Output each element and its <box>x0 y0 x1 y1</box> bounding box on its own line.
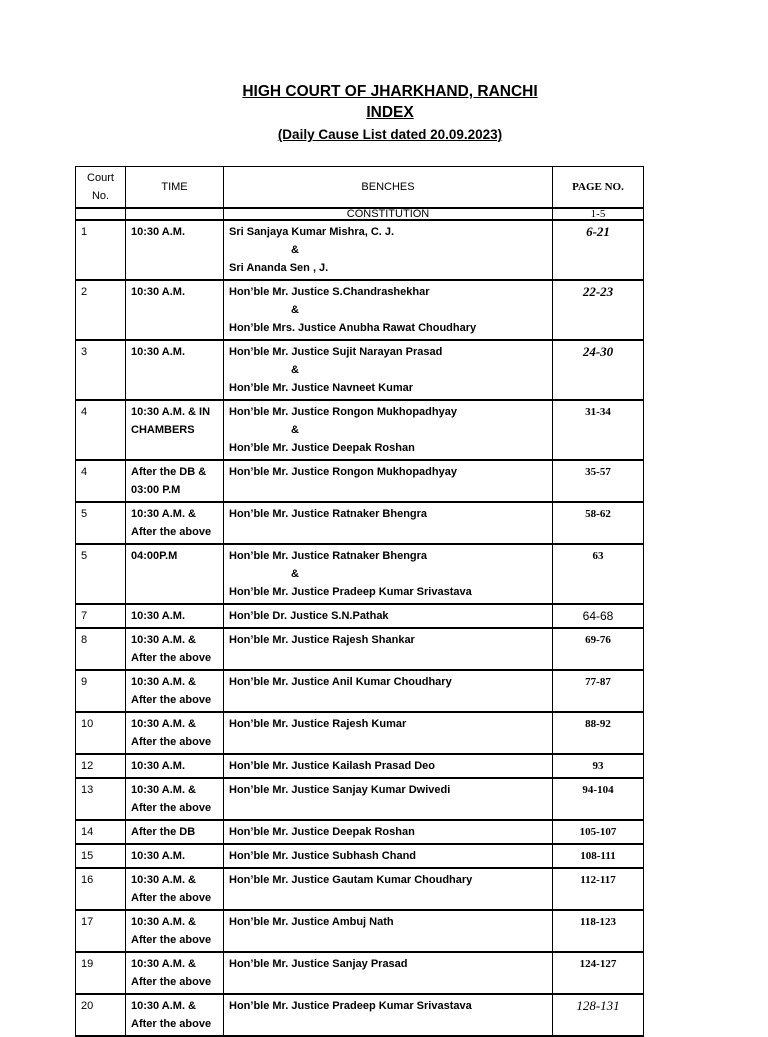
bench-composition <box>224 994 553 1036</box>
bench-composition <box>224 754 553 778</box>
judge-name: Hon’ble Dr. Justice S.N.Pathak <box>229 610 389 622</box>
sitting-time-line: After the above <box>131 892 212 904</box>
table-row <box>76 340 644 400</box>
page-range: 24-30 <box>553 340 644 400</box>
judge-name: Hon’ble Mr. Justice Gautam Kumar Choudhary <box>229 874 473 886</box>
sitting-time-line: After the above <box>131 802 212 814</box>
court-number: 12 <box>76 754 126 778</box>
bench-composition <box>224 340 553 400</box>
sitting-time <box>126 220 224 280</box>
page-range: 128-131 <box>553 994 644 1036</box>
table-row <box>76 502 644 544</box>
constitution-page: 1-5 <box>590 209 606 219</box>
sitting-time <box>126 868 224 910</box>
sitting-time-line: 10:30 A.M. & IN <box>131 406 211 418</box>
sitting-time <box>126 400 224 460</box>
sitting-time-line: After the above <box>131 694 212 706</box>
judge-name: Hon’ble Mr. Justice Anil Kumar Choudhary <box>229 676 452 688</box>
court-number: 15 <box>76 844 126 868</box>
sitting-time-line: 10:30 A.M. <box>131 610 186 622</box>
sitting-time-line: 10:30 A.M. & <box>131 634 197 646</box>
page-range: 31-34 <box>553 400 644 460</box>
column-header-benches: BENCHES <box>224 167 553 209</box>
page-range: 112-117 <box>553 868 644 910</box>
judge-name: Hon’ble Mr. Justice Rongon Mukhopadhyay <box>229 406 457 418</box>
sitting-time <box>126 502 224 544</box>
bench-composition <box>224 604 553 628</box>
column-header-page-no: PAGE NO. <box>553 167 644 209</box>
page-range: 124-127 <box>553 952 644 994</box>
bench-composition <box>224 820 553 844</box>
sitting-time <box>126 340 224 400</box>
table-header-row <box>76 167 644 209</box>
judge-name: Hon’ble Mr. Justice Kailash Prasad Deo <box>229 760 436 772</box>
court-number: 3 <box>76 340 126 400</box>
sitting-time-line: 10:30 A.M. & <box>131 718 197 730</box>
court-number: 16 <box>76 868 126 910</box>
sitting-time-line: After the above <box>131 976 212 988</box>
court-number: 2 <box>76 280 126 340</box>
table-row <box>76 628 644 670</box>
column-header-time: TIME <box>126 167 224 209</box>
court-number: 5 <box>76 502 126 544</box>
sitting-time-line: 10:30 A.M. <box>131 760 186 772</box>
court-number: 14 <box>76 820 126 844</box>
bench-composition <box>224 502 553 544</box>
page-range: 108-111 <box>553 844 644 868</box>
document-header <box>0 82 768 145</box>
sitting-time <box>126 712 224 754</box>
page-range: 88-92 <box>553 712 644 754</box>
judge-name: Sri Ananda Sen , J. <box>229 262 329 274</box>
sitting-time-line: 10:30 A.M. & <box>131 958 197 970</box>
table-row <box>76 778 644 820</box>
sitting-time-line: After the DB <box>131 826 196 838</box>
sitting-time <box>126 460 224 502</box>
table-row <box>76 460 644 502</box>
judge-name: Hon’ble Mrs. Justice Anubha Rawat Choudhary <box>229 322 477 334</box>
judge-name: Hon’ble Mr. Justice Rongon Mukhopadhyay <box>229 466 457 478</box>
table-row <box>76 994 644 1036</box>
table-row <box>76 280 644 340</box>
bench-joiner: & <box>291 364 299 376</box>
constitution-label: CONSTITUTION <box>346 209 430 219</box>
table-row <box>76 712 644 754</box>
judge-name: Hon’ble Mr. Justice Sanjay Prasad <box>229 958 408 970</box>
table-row <box>76 820 644 844</box>
bench-composition <box>224 712 553 754</box>
table-row <box>76 400 644 460</box>
document-title: HIGH COURT OF JHARKHAND, RANCHI <box>242 83 538 100</box>
judge-name: Hon’ble Mr. Justice Deepak Roshan <box>229 826 415 838</box>
sitting-time <box>126 670 224 712</box>
table-row <box>76 844 644 868</box>
sitting-time <box>126 844 224 868</box>
table-row <box>76 670 644 712</box>
bench-composition <box>224 844 553 868</box>
bench-composition <box>224 220 553 280</box>
sitting-time-line: 10:30 A.M. <box>131 286 186 298</box>
table-row <box>76 868 644 910</box>
sitting-time-line: After the above <box>131 526 212 538</box>
sitting-time-line: 10:30 A.M. & <box>131 874 197 886</box>
sitting-time <box>126 280 224 340</box>
page-range: 93 <box>553 754 644 778</box>
bench-composition <box>224 868 553 910</box>
judge-name: Sri Sanjaya Kumar Mishra, C. J. <box>229 226 395 238</box>
court-number: 4 <box>76 400 126 460</box>
sitting-time-line: 03:00 P.M <box>131 484 181 496</box>
judge-name: Hon’ble Mr. Justice Pradeep Kumar Srivastava <box>229 1000 472 1012</box>
bench-joiner: & <box>291 304 299 316</box>
court-number: 8 <box>76 628 126 670</box>
cause-list-date: (Daily Cause List dated 20.09.2023) <box>277 127 503 142</box>
sitting-time-line: After the above <box>131 736 212 748</box>
sitting-time-line: 10:30 A.M. & <box>131 784 197 796</box>
sitting-time-line: 10:30 A.M. <box>131 850 186 862</box>
table-row <box>76 910 644 952</box>
table-row <box>76 754 644 778</box>
court-number: 1 <box>76 220 126 280</box>
judge-name: Hon’ble Mr. Justice Ratnaker Bhengra <box>229 550 428 562</box>
sitting-time <box>126 754 224 778</box>
page-range: 58-62 <box>553 502 644 544</box>
constitution-row <box>76 208 644 220</box>
judge-name: Hon’ble Mr. Justice Pradeep Kumar Srivastava <box>229 586 472 598</box>
sitting-time-line: After the above <box>131 1018 212 1030</box>
court-number: 19 <box>76 952 126 994</box>
bench-composition <box>224 544 553 604</box>
bench-composition <box>224 670 553 712</box>
sitting-time-line: 10:30 A.M. & <box>131 508 197 520</box>
judge-name: Hon’ble Mr. Justice Deepak Roshan <box>229 442 415 454</box>
sitting-time-line: 10:30 A.M. <box>131 346 186 358</box>
court-number: 7 <box>76 604 126 628</box>
sitting-time <box>126 628 224 670</box>
table-row <box>76 604 644 628</box>
judge-name: Hon’ble Mr. Justice Rajesh Shankar <box>229 634 415 646</box>
page-range: 118-123 <box>553 910 644 952</box>
sitting-time-line: 10:30 A.M. & <box>131 916 197 928</box>
page-range: 64-68 <box>553 604 644 628</box>
page-range: 77-87 <box>553 670 644 712</box>
page-range: 69-76 <box>553 628 644 670</box>
court-number: 9 <box>76 670 126 712</box>
judge-name: Hon’ble Mr. Justice Ambuj Nath <box>229 916 394 928</box>
bench-composition <box>224 400 553 460</box>
judge-name: Hon’ble Mr. Justice Sujit Narayan Prasad <box>229 346 443 358</box>
court-number: 20 <box>76 994 126 1036</box>
sitting-time <box>126 994 224 1036</box>
bench-composition <box>224 778 553 820</box>
page-range: 22-23 <box>553 280 644 340</box>
table-row <box>76 544 644 604</box>
judge-name: Hon’ble Mr. Justice Ratnaker Bhengra <box>229 508 428 520</box>
page-range: 35-57 <box>553 460 644 502</box>
sitting-time-line: After the DB & <box>131 466 207 478</box>
court-number: 17 <box>76 910 126 952</box>
index-table <box>75 166 644 1037</box>
sitting-time <box>126 544 224 604</box>
page-range: 6-21 <box>553 220 644 280</box>
bench-composition <box>224 460 553 502</box>
sitting-time <box>126 778 224 820</box>
table-row <box>76 220 644 280</box>
sitting-time <box>126 952 224 994</box>
sitting-time <box>126 910 224 952</box>
sitting-time-line: 10:30 A.M. & <box>131 676 197 688</box>
page-range: 63 <box>553 544 644 604</box>
sitting-time-line: 04:00P.M <box>131 550 178 562</box>
judge-name: Hon’ble Mr. Justice Navneet Kumar <box>229 382 413 394</box>
court-number: 13 <box>76 778 126 820</box>
page-range: 94-104 <box>553 778 644 820</box>
judge-name: Hon’ble Mr. Justice Sanjay Kumar Dwivedi <box>229 784 451 796</box>
bench-joiner: & <box>291 424 299 436</box>
court-number: 10 <box>76 712 126 754</box>
bench-composition <box>224 952 553 994</box>
sitting-time-line: After the above <box>131 934 212 946</box>
table-row <box>76 952 644 994</box>
sitting-time <box>126 820 224 844</box>
bench-composition <box>224 628 553 670</box>
bench-composition <box>224 910 553 952</box>
sitting-time-line: 10:30 A.M. <box>131 226 186 238</box>
judge-name: Hon’ble Mr. Justice S.Chandrashekhar <box>229 286 430 298</box>
court-number: 4 <box>76 460 126 502</box>
bench-composition <box>224 280 553 340</box>
column-header-court-no: Court No. <box>76 167 126 209</box>
bench-joiner: & <box>291 244 299 256</box>
judge-name: Hon’ble Mr. Justice Rajesh Kumar <box>229 718 407 730</box>
bench-joiner: & <box>291 568 299 580</box>
page-range: 105-107 <box>553 820 644 844</box>
sitting-time-line: CHAMBERS <box>131 424 195 436</box>
document-subtitle: INDEX <box>366 104 414 121</box>
sitting-time <box>126 604 224 628</box>
court-number: 5 <box>76 544 126 604</box>
sitting-time-line: After the above <box>131 652 212 664</box>
sitting-time-line: 10:30 A.M. & <box>131 1000 197 1012</box>
judge-name: Hon’ble Mr. Justice Subhash Chand <box>229 850 417 862</box>
